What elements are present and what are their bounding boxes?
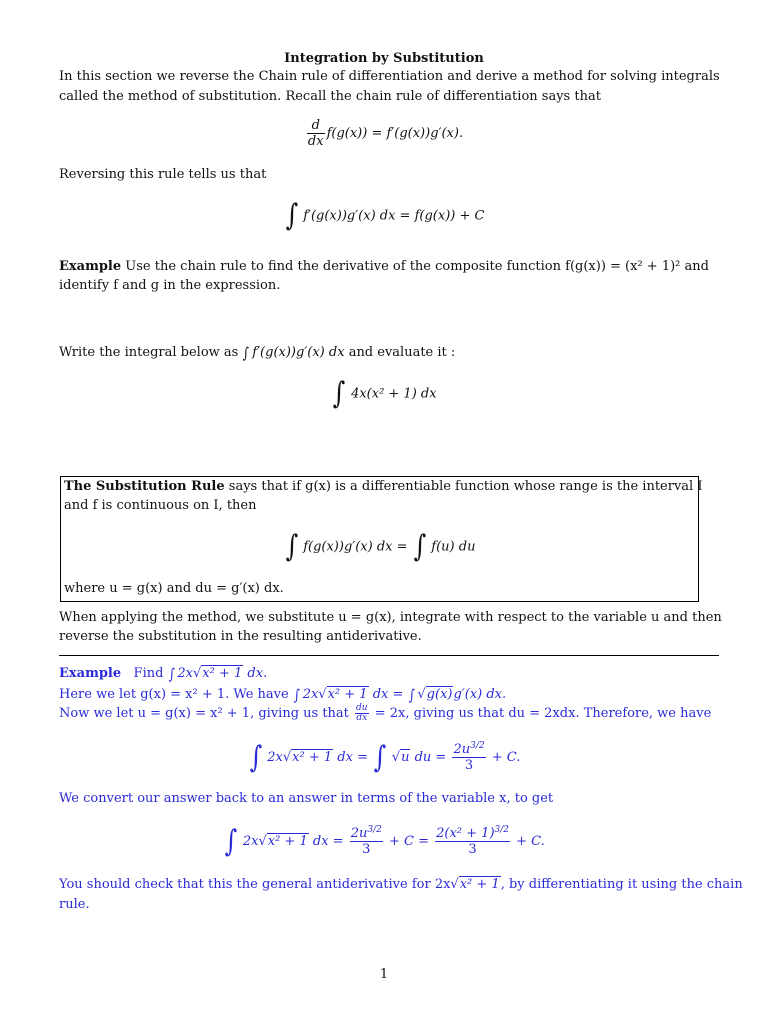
body-text: Find — [133, 666, 164, 681]
integral-sign: ∫ — [373, 739, 387, 775]
write-integral-line — [59, 343, 455, 363]
numerator-base: 2u — [453, 742, 471, 757]
equation-text: + C. — [491, 750, 521, 765]
equation-text: 2x — [302, 687, 319, 702]
page-number: 1 — [379, 967, 389, 982]
equation-text: dx = — [337, 750, 368, 765]
equation-text: + C. — [516, 834, 545, 849]
body-text: We convert our answer back to an answer in terms of the variable x, to get — [59, 791, 554, 806]
body-text: and evaluate it : — [348, 345, 456, 360]
equation-text: f(g(x))g′(x) dx = — [303, 539, 408, 555]
page-title: Integration by Substitution — [284, 51, 484, 66]
equation-text: g′(x) dx. — [453, 687, 507, 702]
equation-text: f′(g(x))g′(x) dx — [252, 345, 345, 360]
equation-text: f(u) du — [431, 539, 476, 555]
derivative-fraction — [307, 118, 325, 149]
fraction-numerator: d — [307, 118, 325, 134]
radicand: x² + 1 — [202, 666, 243, 681]
sqrt-symbol: √u — [391, 750, 410, 765]
sqrt-symbol: √x² + 1 — [450, 877, 500, 892]
equation-text: 2x — [177, 666, 193, 681]
fraction-denominator: 3 — [464, 758, 474, 773]
result-fraction — [435, 826, 510, 857]
exponent: 3/2 — [470, 741, 485, 751]
example-label: Example — [59, 666, 122, 681]
substitution-equation — [61, 529, 698, 564]
numerator-base: 2u — [350, 826, 368, 841]
fraction-numerator — [350, 826, 383, 842]
integral-sign: ∫ — [285, 529, 298, 564]
equation-text: dx = — [372, 687, 404, 702]
final-result-equation — [0, 823, 768, 859]
equation-text: 4x(x² + 1) dx — [351, 386, 437, 402]
integral-sign: ∫ — [285, 198, 298, 233]
body-text: = 2x, giving us that du = 2xdx. Therefore, we have — [374, 706, 712, 721]
radicand: x² + 1 — [267, 834, 308, 849]
exponent: 3/2 — [367, 825, 382, 835]
radicand: x² + 1 — [459, 877, 500, 892]
equation-text: 2x — [267, 750, 283, 765]
rule-text: and f is continuous on I, then — [64, 498, 257, 513]
reverse-equation — [0, 198, 768, 233]
rule-label: The Substitution Rule — [64, 479, 225, 494]
equation-text: 2x — [242, 834, 259, 849]
sqrt-symbol: √x² + 1 — [193, 666, 243, 681]
sqrt-symbol: √x² + 1 — [258, 834, 308, 849]
radicand: x² + 1 — [327, 687, 368, 702]
fraction-denominator: dx — [356, 713, 368, 723]
body-text: Write the integral below as — [59, 345, 239, 360]
equation-text: dx = — [312, 834, 344, 849]
sqrt-symbol: √g(x) — [417, 687, 453, 702]
equation-text: f(g(x)) = f′(g(x))g′(x). — [326, 126, 464, 141]
fraction-numerator: du — [356, 703, 368, 713]
intro-line: In this section we reverse the Chain rule of differentiation and derive a method for solving integrals — [59, 69, 720, 84]
horizontal-rule — [59, 655, 719, 656]
evaluate-integral-equation — [0, 376, 768, 411]
fraction-numerator — [435, 826, 510, 842]
integral-sign: ∫ — [408, 686, 415, 704]
chain-rule-equation — [0, 118, 768, 149]
example-label: Example — [59, 259, 122, 274]
integral-sign: ∫ — [249, 739, 262, 775]
body-text: reverse the substitution in the resulting antiderivative. — [59, 629, 422, 644]
exponent: 3/2 — [494, 825, 509, 835]
body-text: Reversing this rule tells us that — [59, 167, 267, 182]
intro-line: called the method of substitution. Recall the chain rule of differentiation says that — [59, 89, 601, 104]
equation-text: dx. — [247, 666, 268, 681]
fraction-numerator — [452, 742, 485, 758]
fraction-denominator: dx — [307, 134, 324, 149]
numerator-base: 2(x² + 1) — [436, 826, 495, 841]
result-fraction — [452, 742, 485, 773]
result-fraction — [350, 826, 383, 857]
radicand: x² + 1 — [292, 750, 333, 765]
integral-sign: ∫ — [293, 686, 300, 704]
body-text: Now we let u = g(x) = x² + 1, giving us that — [59, 706, 349, 721]
body-text: rule. — [59, 897, 90, 912]
equation-text: du = — [414, 750, 447, 765]
substitution-result-equation — [0, 739, 768, 775]
integral-sign: ∫ — [224, 823, 238, 859]
body-text: You should check that this the general antiderivative for 2x — [59, 877, 451, 892]
rule-text: where u = g(x) and du = g′(x) dx. — [64, 581, 284, 596]
integral-sign: ∫ — [332, 376, 346, 411]
du-dx-fraction — [355, 704, 369, 723]
fraction-denominator: 3 — [362, 842, 371, 857]
rule-text: says that if g(x) is a differentiable function whose range is the interval I — [228, 479, 703, 494]
fraction-denominator: 3 — [468, 842, 477, 857]
body-text: Here we let g(x) = x² + 1. We have — [59, 687, 289, 702]
sqrt-symbol: √x² + 1 — [282, 750, 333, 765]
example-text: identify f and g in the expression. — [59, 278, 281, 293]
example-text: Use the chain rule to find the derivative of the composite function f(g(x)) = (x² + 1)² and — [125, 259, 709, 274]
substitution-rule-box — [60, 476, 703, 602]
radicand: u — [401, 750, 410, 765]
integral-sign: ∫ — [413, 529, 426, 564]
equation-text: f′(g(x))g′(x) dx = f(g(x)) + C — [303, 208, 485, 224]
body-text: When applying the method, we substitute u = g(x), integrate with respect to the variable u and then — [59, 610, 722, 625]
body-text: , by differentiating it using the chain — [500, 877, 743, 892]
integral-sign: ∫ — [168, 665, 175, 683]
integral-sign: ∫ — [243, 344, 250, 362]
equation-text: + C = — [388, 834, 429, 849]
sqrt-symbol: √x² + 1 — [318, 687, 368, 702]
radicand: g(x) — [426, 687, 453, 702]
